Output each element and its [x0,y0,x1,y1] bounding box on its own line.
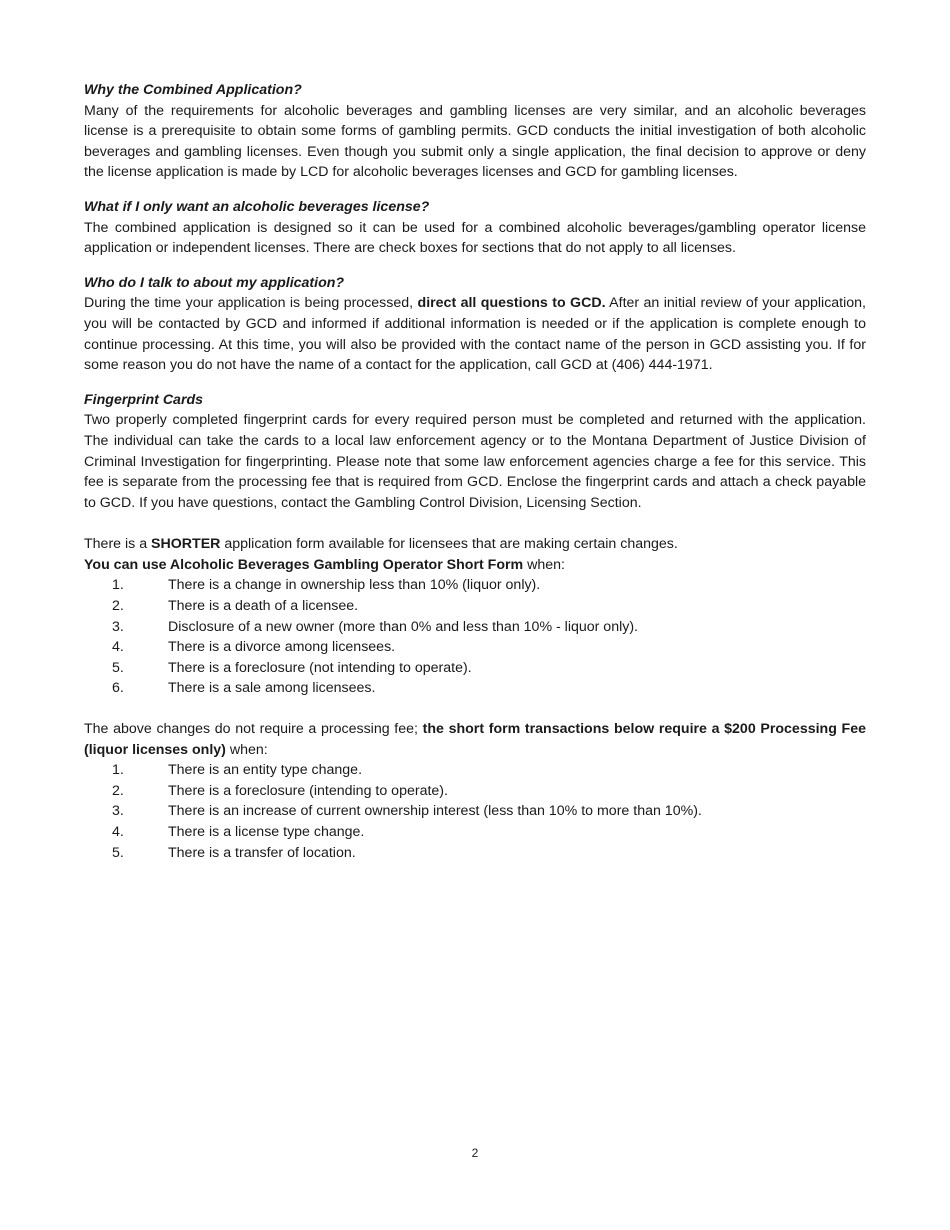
section-heading: Why the Combined Application? [84,82,302,98]
list-item [84,575,866,596]
list-item [84,637,866,658]
list-text: There is an entity type change. [168,762,363,779]
page-number: 2 [471,1146,479,1160]
list-item [84,822,866,843]
body-text: when: [523,556,565,573]
list-item [84,678,866,699]
list-number: 3. [112,803,124,820]
list-item [84,843,866,864]
list-text: There is a foreclosure (intending to operate). [168,782,448,799]
short-form-intro [84,534,866,555]
fee-list [84,760,866,863]
list-text: There is a divorce among licensees. [168,639,396,656]
section-alcohol-only [84,197,866,259]
list-number: 6. [112,680,124,697]
body-text: when: [225,741,268,758]
list-number: 4. [112,824,124,840]
list-item [84,658,866,679]
list-text: There is a foreclosure (not intending to operate). [168,659,472,676]
short-form-section [84,534,866,699]
body-text: application form available for licensees that are making certain changes. [220,536,678,553]
section-body [84,293,866,375]
body-text: The above changes do not require a processing fee; [84,721,423,738]
list-text: There is a license type change. [168,824,365,840]
list-text: There is a death of a licensee. [168,598,359,615]
list-number: 1. [112,762,124,779]
body-text: There is a [84,536,152,553]
list-text: Disclosure of a new owner (more than 0% and less than 10% - liquor only). [168,618,638,635]
section-contact [84,273,866,376]
section-fingerprint-cards [84,390,866,514]
section-body: Many of the requirements for alcoholic beverages and gambling licenses are very similar, and an alcoholic beverages license is a prerequisite to obtain some forms of gambling permits. GCD conducts the initial investigation of both alcoholic beverages and gambling licenses. Even though you submit only a single application, the final decision to approve or deny the license application is made by LCD for alcoholic beverages licenses and GCD for gambling licenses. [84,102,866,181]
list-item [84,781,866,802]
section-heading: What if I only want an alcoholic beverages license? [84,198,430,215]
section-body: The combined application is designed so it can be used for a combined alcoholic beverages/gambling operator license application or independent licenses. There are check boxes for sections that do not apply to all licenses. [84,219,866,257]
body-emphasis: the short form transactions below require a $200 Processing Fee (liquor licenses only) [84,721,866,758]
list-number: 2. [112,598,124,615]
body-text: After an initial review of your application, you will be contacted by GCD and informed if additional information is needed or if the application is complete enough to continue processing. At this time, you will also be provided with the contact name of the person in GCD assisting you. If for some reason you do not have the name of a contact for the application, call GCD at (406) 444-1971. [84,295,866,374]
body-emphasis: SHORTER [151,536,221,553]
list-number: 5. [112,659,124,676]
body-emphasis: direct all questions to GCD. [417,295,606,312]
section-combined-application [84,80,866,183]
body-emphasis: You can use Alcoholic Beverages Gambling Operator Short Form [84,556,524,573]
fee-intro [84,719,866,760]
list-item [84,596,866,617]
processing-fee-section [84,719,866,863]
list-text: There is an increase of current ownership interest (less than 10% to more than 10%). [168,803,702,820]
list-number: 2. [112,782,124,799]
document-body [84,80,866,877]
short-form-list [84,575,866,699]
list-number: 4. [112,639,124,656]
section-heading: Who do I talk to about my application? [84,274,345,291]
list-number: 3. [112,618,124,635]
list-number: 1. [112,577,124,594]
body-text: During the time your application is being processed, [84,295,418,312]
list-item [84,801,866,822]
list-item [84,617,866,638]
short-form-usage [84,555,866,576]
section-heading: Fingerprint Cards [84,391,204,408]
list-text: There is a change in ownership less than 10% (liquor only). [168,577,541,594]
list-text: There is a transfer of location. [168,844,356,861]
list-item [84,760,866,781]
list-number: 5. [112,844,124,861]
list-text: There is a sale among licensees. [168,680,376,697]
section-body: Two properly completed fingerprint cards for every required person must be completed and returned with the application. The individual can take the cards to a local law enforcement agency or to the Montana Department of Justice Division of Criminal Investigation for fingerprinting. Please note that some law enforcement agencies charge a fee for this service. This fee is separate from the processing fee that is required from GCD. Enclose the fingerprint cards and attach a check payable to GCD. If you have questions, contact the Gambling Control Division, Licensing Section. [84,412,866,511]
